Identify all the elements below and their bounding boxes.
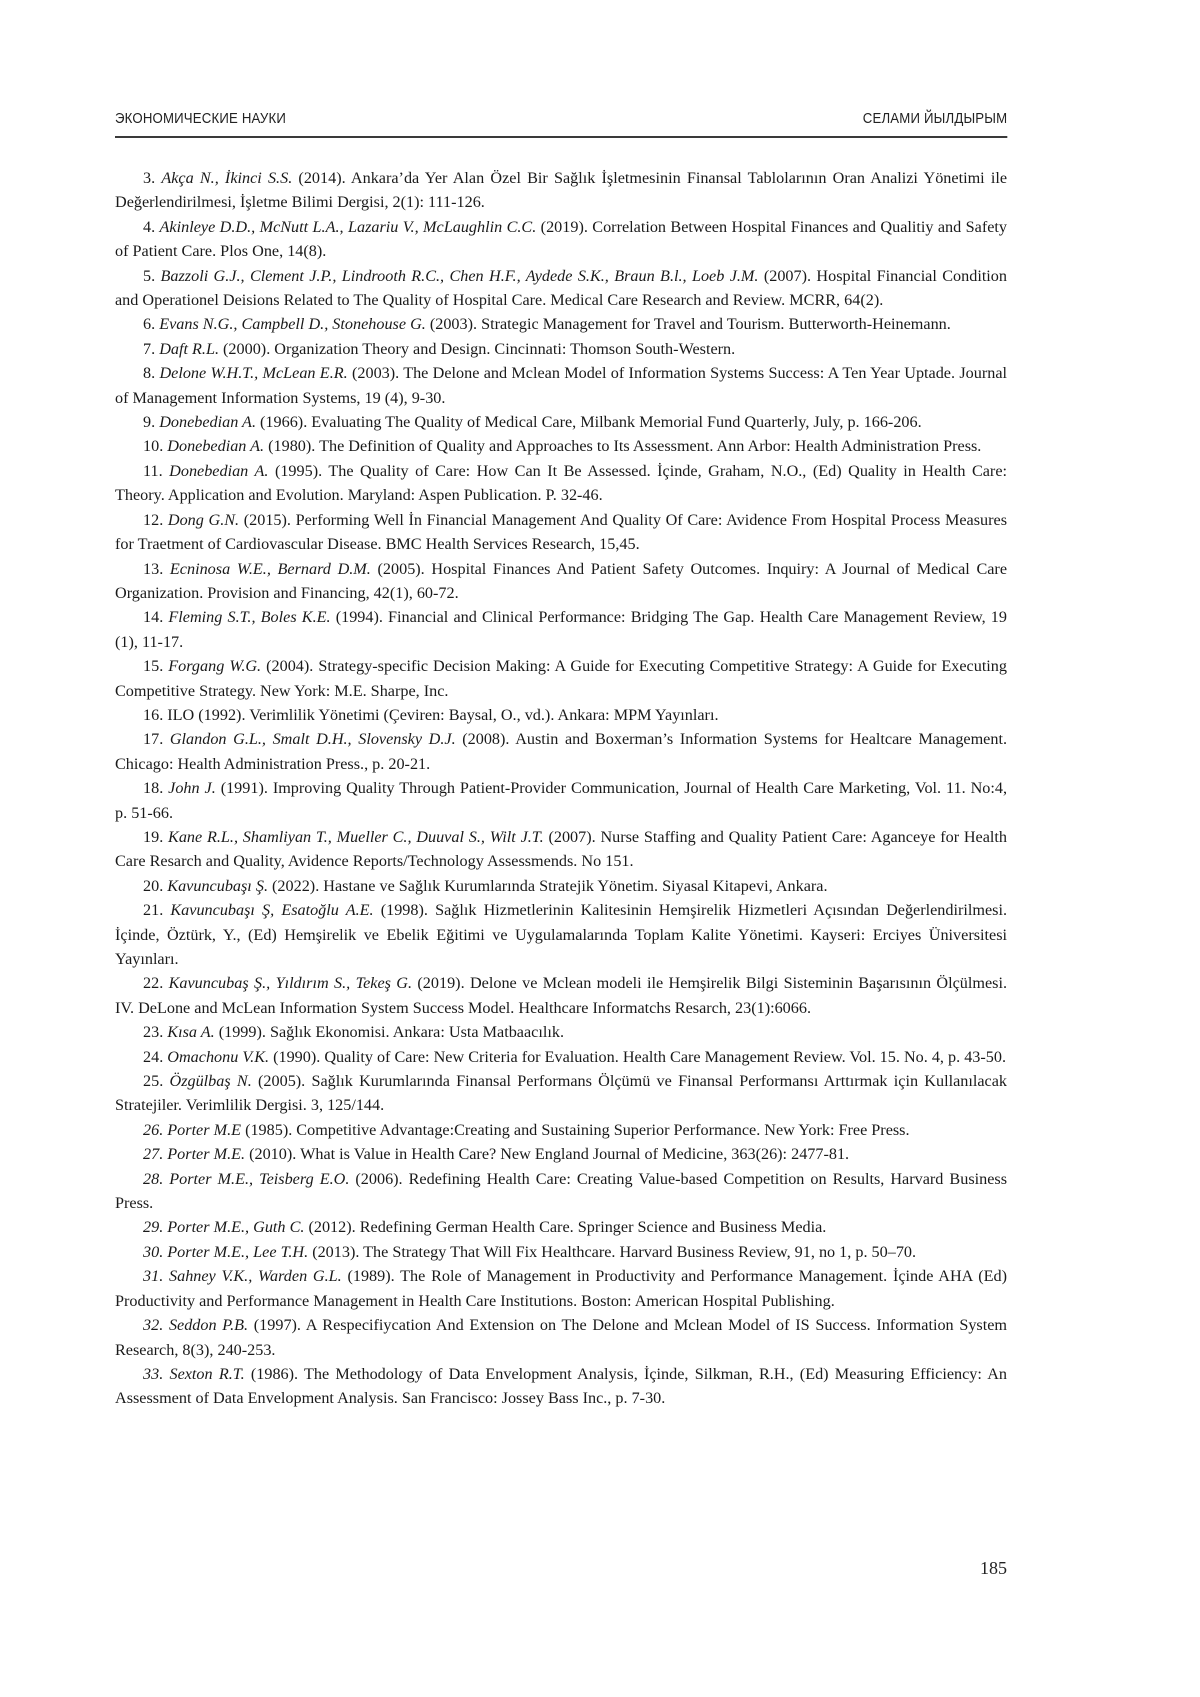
reference-list: [115, 166, 1007, 1411]
reference-text: (1989). The Role of Management in Productivity and Performance Management. İçinde AHA (Ed) Productivity and Performance Management in Health Care Institutions. Boston: American Hospital Publishing.: [115, 1267, 1007, 1310]
reference-item: [115, 434, 1007, 458]
reference-number: 7.: [143, 339, 156, 358]
reference-text: (1966). Evaluating The Quality of Medical Care, Milbank Memorial Fund Quarterly, July, p. 166-206.: [256, 413, 922, 432]
reference-number: 10.: [143, 437, 164, 456]
reference-number: 21.: [143, 901, 164, 920]
reference-text: (2007). Hospital Financial Condition and Operationel Deisions Related to The Quality of Hospital Care. Medical Care Research and Review. MCRR, 64(2).: [115, 266, 1007, 310]
reference-text: (2006). Redefining Health Care: Creating Value-based Competition on Results, Harvard Business Press.: [115, 1169, 1007, 1213]
reference-text: (1980). The Definition of Quality and Approaches to Its Assessment. Ann Arbor: Health Administration Press.: [264, 437, 982, 456]
reference-authors: Daft R.L.: [159, 339, 219, 358]
reference-number: 33.: [143, 1364, 164, 1383]
reference-authors: Akça N., İkinci S.S.: [161, 169, 293, 187]
reference-text: (1990). Quality of Care: New Criteria for Evaluation. Health Care Management Review. Vol. 15. No. 4, p. 43-50.: [269, 1047, 1007, 1066]
reference-item: [115, 1313, 1007, 1362]
reference-text: (2010). What is Value in Health Care? New England Journal of Medicine, 363(26): 2477-81.: [245, 1145, 850, 1164]
header-author-name: СЕЛАМИ ЙЫЛДЫРЫМ: [862, 110, 1008, 127]
reference-authors: Donebedian A.: [167, 437, 265, 456]
reference-text: (2022). Hastane ve Sağlık Kurumlarında Stratejik Yönetim. Siyasal Kitapevi, Ankara.: [268, 876, 828, 895]
reference-authors: Porter M.E.: [167, 1145, 246, 1164]
reference-item: [115, 508, 1007, 557]
reference-authors: Forgang W.G.: [168, 657, 262, 676]
reference-authors: Sexton R.T.: [169, 1364, 245, 1383]
reference-authors: Donebedian A.: [159, 413, 256, 432]
reference-item: [115, 337, 1007, 361]
reference-number: 20.: [143, 876, 164, 895]
reference-authors: Özgülbaş N.: [169, 1072, 252, 1091]
reference-number: 13.: [143, 559, 164, 578]
reference-item: [115, 264, 1007, 313]
reference-item: [115, 1142, 1007, 1166]
reference-text: (1991). Improving Quality Through Patient-Provider Communication, Journal of Health Care Marketing, Vol. 11. No:4, p. 51-66.: [115, 779, 1007, 822]
reference-item: [115, 654, 1007, 703]
reference-text: (1997). A Respecifiycation And Extension on The Delone and Mclean Model of IS Success. Information System Research, 8(3), 240-253.: [115, 1316, 1008, 1359]
reference-item: [115, 727, 1007, 776]
page-number: 185: [980, 1558, 1007, 1578]
reference-authors: Kavuncubaşı Ş, Esatoğlu A.E.: [170, 901, 374, 920]
reference-item: [115, 1020, 1007, 1044]
reference-number: 3.: [143, 169, 156, 187]
reference-authors: Delone W.H.T., McLean E.R.: [159, 364, 348, 383]
reference-text: (2005). Hospital Finances And Patient Safety Outcomes. Inquiry: A Journal of Medical Care Organization. Provision and Financing, 42(1), 60-72.: [115, 559, 1007, 602]
reference-text: (2005). Sağlık Kurumlarında Finansal Performans Ölçümü ve Finansal Performansı Arttırmak için Kullanılacak Stratejiler. Verimlilik Dergisi. 3, 125/144.: [115, 1072, 1007, 1115]
reference-number: 25.: [143, 1072, 164, 1091]
reference-item: [115, 1069, 1007, 1118]
reference-text: (1986). The Methodology of Data Envelopment Analysis, İçinde, Silkman, R.H., (Ed) Measuring Efficiency: An Assessment of Data Envelopment Analysis. San Francisco: Jossey Bass Inc., p. 7-30.: [115, 1364, 1007, 1408]
reference-text: (2007). Nurse Staffing and Quality Patient Care: Aganceye for Health Care Resarch and Quality, Avidence Reports/Technology Assessmends. No 151.: [115, 827, 1008, 871]
reference-item: [115, 1264, 1007, 1313]
reference-item: [115, 215, 1007, 264]
reference-number: 12.: [143, 510, 164, 529]
reference-item: [115, 361, 1007, 410]
reference-text: (1998). Sağlık Hizmetlerinin Kalitesinin Hemşirelik Hizmetleri Açısından Değerlendirilmesi. İçinde, Öztürk, Y., (Ed) Hemşirelik ve Ebelik Eğitimi ve Uygulamalarında Toplam Kalite Yönetimi. Kayseri: Erciyes Üniversitesi Yayınları.: [115, 901, 1007, 968]
reference-item: [115, 1118, 1007, 1142]
reference-item: [115, 1215, 1007, 1239]
reference-number: 6.: [143, 315, 156, 334]
reference-item: [115, 898, 1007, 971]
running-header: [115, 106, 1007, 138]
reference-text: (2008). Austin and Boxerman’s Information Systems for Healtcare Management. Chicago: Health Administration Press., p. 20-21.: [115, 730, 1008, 773]
reference-item: [115, 703, 1007, 727]
reference-authors: Kısa A.: [167, 1023, 215, 1042]
reference-authors: Kavuncubaşı Ş.: [167, 876, 268, 895]
reference-authors: Donebedian A.: [169, 461, 269, 480]
reference-number: 31.: [143, 1267, 164, 1286]
reference-authors: Akinleye D.D., McNutt L.A., Lazariu V., McLaughlin C.C.: [159, 217, 537, 236]
reference-authors: Seddon P.B.: [168, 1316, 249, 1335]
reference-authors: Sahney V.K., Warden G.L.: [169, 1267, 342, 1286]
reference-authors: Ecninosa W.E., Bernard D.M.: [169, 559, 371, 578]
reference-authors: Fleming S.T., Boles K.E.: [168, 608, 331, 627]
reference-text: (1994). Financial and Clinical Performance: Bridging The Gap. Health Care Management Review, 19 (1), 11-17.: [115, 608, 1007, 651]
reference-text: (2012). Redefining German Health Care. Springer Science and Business Media.: [304, 1218, 827, 1237]
reference-text: (1995). The Quality of Care: How Can It Be Assessed. İçinde, Graham, N.O., (Ed) Quality in Health Care: Theory. Application and Evolution. Maryland: Aspen Publication. P. 32-46.: [115, 461, 1008, 505]
reference-item: [115, 410, 1007, 434]
reference-item: [115, 825, 1007, 874]
reference-text: (2014). Ankara’da Yer Alan Özel Bir Sağlık İşletmesinin Finansal Tablolarının Oran Analizi Yönetimi ile Değerlendirilmesi, İşletme Bilimi Dergisi, 2(1): 111-126.: [115, 169, 1008, 212]
reference-item: [115, 557, 1007, 606]
reference-text: (2019). Correlation Between Hospital Finances and Qualitiy and Safety of Patient Care. Plos One, 14(8).: [115, 217, 1007, 261]
reference-authors: Kane R.L., Shamliyan T., Mueller C., Duuval S., Wilt J.T.: [168, 827, 544, 846]
reference-authors: John J.: [168, 779, 216, 798]
reference-authors: Porter M.E., Teisberg E.O.: [169, 1169, 350, 1188]
reference-item: [115, 971, 1007, 1020]
reference-text: (2000). Organization Theory and Design. Cincinnati: Thomson South-Western.: [219, 339, 736, 358]
reference-text: (2019). Delone ve Mclean modeli ile Hemşirelik Bilgi Sisteminin Başarısının Ölçülmesi. IV. DeLone and McLean Information System Success Model. Healthcare Informatchs Resarch, 23(1):6066.: [115, 974, 1007, 1017]
reference-item: [115, 605, 1007, 654]
reference-authors: Porter M.E: [167, 1120, 242, 1139]
reference-text: (2003). Strategic Management for Travel and Tourism. Butterworth-Heinemann.: [425, 315, 951, 334]
reference-number: 24.: [143, 1047, 164, 1066]
reference-number: 5.: [143, 266, 156, 285]
reference-number: 29.: [143, 1218, 164, 1237]
reference-number: 18.: [143, 779, 164, 798]
reference-number: 28.: [143, 1169, 164, 1188]
reference-authors: Porter M.E., Lee T.H.: [167, 1242, 309, 1261]
reference-number: 26.: [143, 1120, 164, 1139]
reference-item: [115, 776, 1007, 825]
reference-authors: Bazzoli G.J., Clement J.P., Lindrooth R.C., Chen H.F., Aydede S.K., Braun B.l., Loeb J.M.: [160, 266, 759, 285]
reference-text: ILO (1992). Verimlilik Yönetimi (Çeviren: Baysal, O., vd.). Ankara: MPM Yayınları.: [167, 705, 719, 724]
reference-authors: Dong G.N.: [167, 510, 240, 529]
reference-authors: Porter M.E., Guth C.: [167, 1218, 305, 1237]
reference-text: (2004). Strategy-specific Decision Making: A Guide for Executing Competitive Strategy: A Guide for Executing Competitive Strategy. New York: M.E. Sharpe, Inc.: [115, 657, 1007, 700]
reference-number: 11.: [143, 461, 163, 480]
reference-item: [115, 166, 1007, 215]
reference-item: [115, 459, 1007, 508]
reference-text: (1985). Competitive Advantage:Creating and Sustaining Superior Performance. New York: Free Press.: [241, 1120, 910, 1139]
reference-item: [115, 312, 1007, 336]
reference-authors: Evans N.G., Campbell D., Stonehouse G.: [159, 315, 426, 334]
reference-item: [115, 874, 1007, 898]
reference-item: [115, 1362, 1007, 1411]
reference-text: (2003). The Delone and Mclean Model of Information Systems Success: A Ten Year Uptade. Journal of Management Information Systems, 19 (4), 9-30.: [115, 364, 1007, 407]
reference-text: (2013). The Strategy That Will Fix Healthcare. Harvard Business Review, 91, no 1, p. 50–70.: [308, 1242, 917, 1261]
reference-text: (2015). Performing Well İn Financial Management And Quality Of Care: Avidence From Hospital Process Measures for Traetment of Cardiovascular Disease. BMC Health Services Research, 15,45.: [115, 510, 1007, 554]
reference-number: 14.: [143, 608, 164, 627]
header-section-title: ЭКОНОМИЧЕСКИЕ НАУКИ: [115, 110, 287, 127]
reference-number: 16.: [143, 705, 164, 724]
reference-item: [115, 1240, 1007, 1264]
reference-authors: Glandon G.L., Smalt D.H., Slovensky D.J.: [169, 730, 456, 749]
reference-number: 19.: [143, 827, 164, 846]
reference-number: 17.: [143, 730, 164, 749]
reference-number: 9.: [143, 413, 156, 432]
reference-item: [115, 1167, 1007, 1216]
reference-authors: Omachonu V.K.: [167, 1047, 270, 1066]
reference-number: 30.: [143, 1242, 164, 1261]
reference-item: [115, 1045, 1007, 1069]
reference-authors: Kavuncubaş Ş., Yıldırım S., Tekeş G.: [168, 974, 413, 993]
reference-number: 22.: [143, 974, 164, 993]
reference-number: 4.: [143, 217, 156, 236]
reference-number: 23.: [143, 1023, 164, 1042]
reference-text: (1999). Sağlık Ekonomisi. Ankara: Usta Matbaacılık.: [214, 1023, 564, 1042]
reference-number: 32.: [143, 1316, 164, 1335]
reference-number: 8.: [143, 364, 156, 383]
reference-number: 27.: [143, 1145, 164, 1164]
reference-number: 15.: [143, 657, 164, 676]
